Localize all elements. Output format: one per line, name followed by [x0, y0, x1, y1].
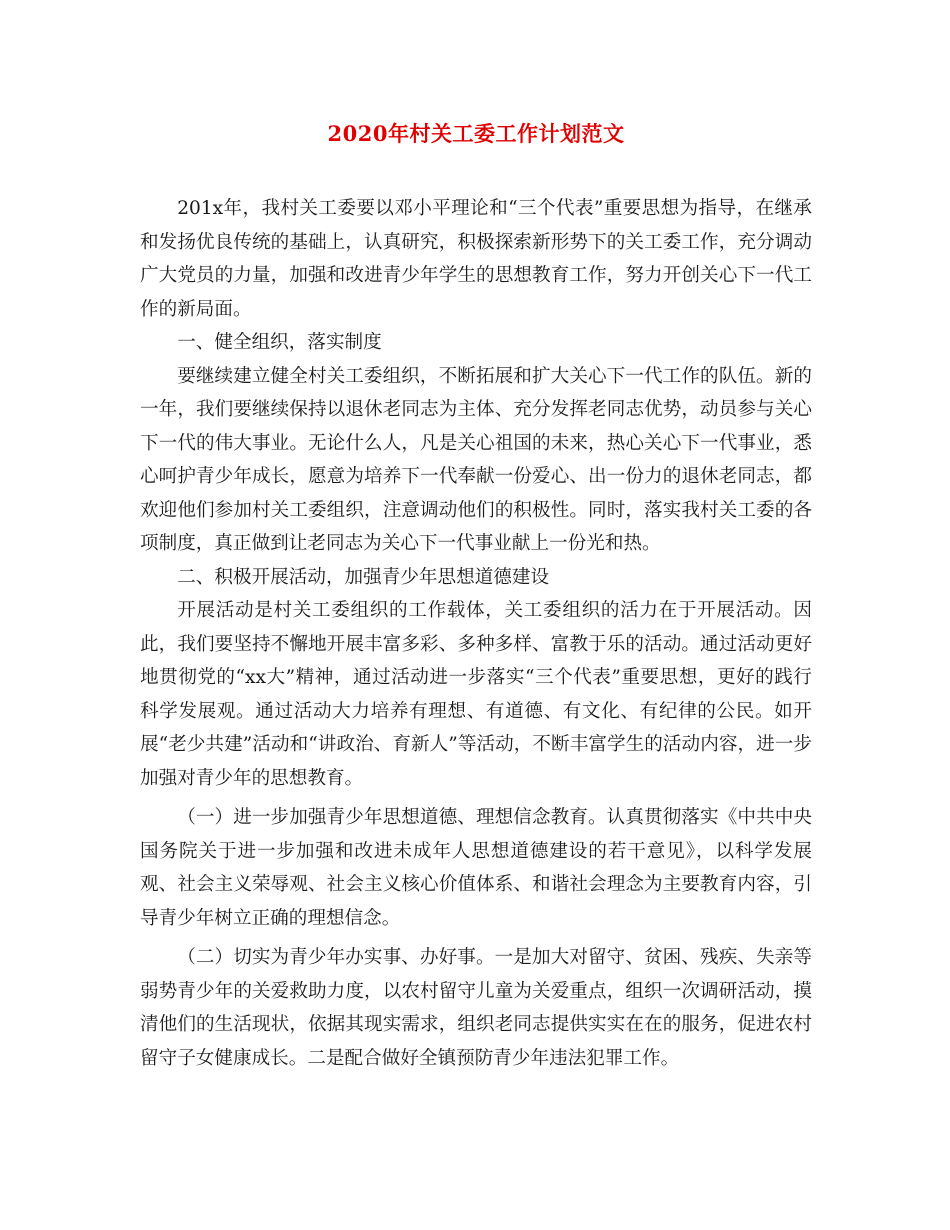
document-page — [140, 118, 812, 1075]
section-heading-2: 二、积极开展活动，加强青少年思想道德建设 — [177, 566, 550, 588]
section-2-paragraph: 开展活动是村关工委组织的工作载体，关工委组织的活力在于开展活动。因此，我们要坚持不懈地开展丰富多彩、多种多样、富教于乐的活动。通过活动更好地贯彻党的“xx大”精神，通过活动进一步落实“三个代表”重要思想，更好的践行科学发展观。通过活动大力培养有理想、有道德、有文化、有纪律的公民。如开展“老少共建”活动和“讲政治、育新人”等活动，不断丰富学生的活动内容，进一步加强对青少年的思想教育。 — [140, 600, 812, 789]
section-heading-1: 一、健全组织，落实制度 — [177, 332, 382, 353]
intro-paragraph: 201x年，我村关工委要以邓小平理论和“三个代表”重要思想为指导，在继承和发扬优良传统的基础上，认真研究，积极探索新形势下的关工委工作，充分调动广大党员的力量，加强和改进青少年学生的思想教育工作，努力开创关心下一代工作的新局面。 — [140, 198, 812, 320]
document-title: 2020年村关工委工作计划范文 — [327, 121, 625, 146]
subsection-2-paragraph: （二）切实为青少年办实事、办好事。一是加大对留守、贫困、残疾、失亲等弱势青少年的关爱救助力度，以农村留守儿童为关爱重点，组织一次调研活动，摸清他们的生活现状，依据其现实需求，组织老同志提供实实在在的服务，促进农村留守子女健康成长。二是配合做好全镇预防青少年违法犯罪工作。 — [140, 947, 812, 1069]
section-1-paragraph: 要继续建立健全村关工委组织，不断拓展和扩大关心下一代工作的队伍。新的一年，我们要继续保持以退休老同志为主体、充分发挥老同志优势，动员参与关心下一代的伟大事业。无论什么人，凡是关心祖国的未来，热心关心下一代事业，悉心呵护青少年成长，愿意为培养下一代奉献一份爱心、出一份力的退休老同志，都欢迎他们参加村关工委组织，注意调动他们的积极性。同时，落实我村关工委的各项制度，真正做到让老同志为关心下一代事业献上一份光和热。 — [140, 365, 812, 554]
subsection-1-paragraph: （一）进一步加强青少年思想道德、理想信念教育。认真贯彻落实《中共中央国务院关于进一步加强和改进未成年人思想道德建设的若干意见》，以科学发展观、社会主义荣辱观、社会主义核心价值体系、和谐社会理念为主要教育内容，引导青少年树立正确的理想信念。 — [140, 807, 812, 929]
